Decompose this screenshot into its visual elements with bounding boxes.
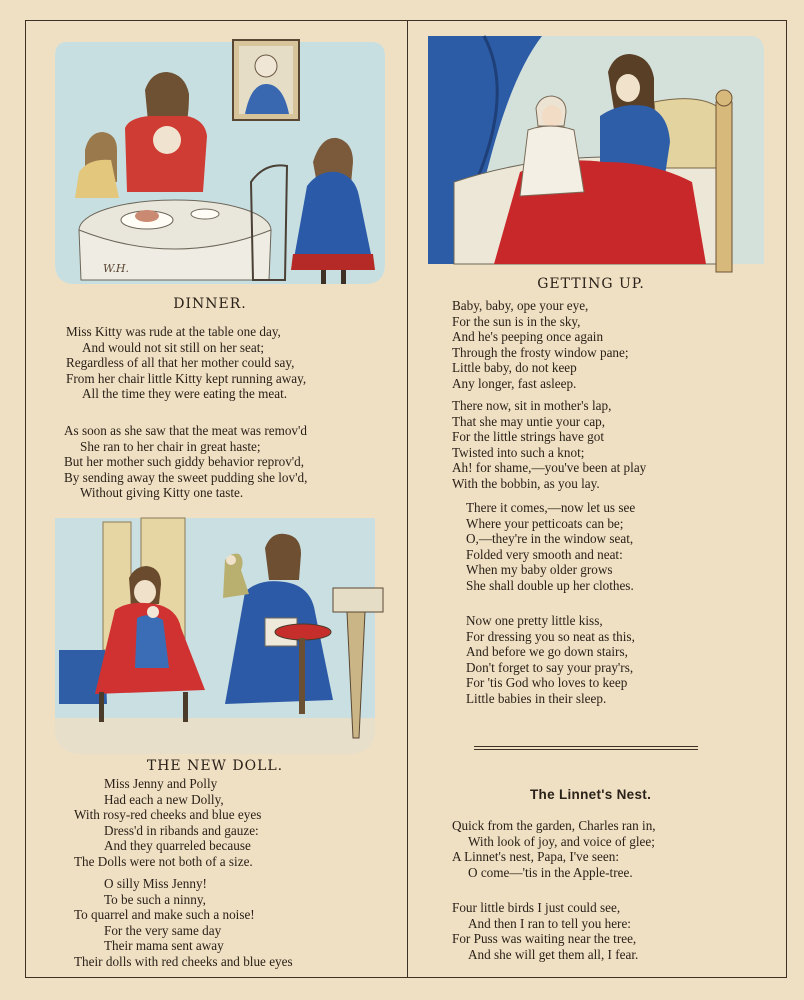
getting-up-poem-stanza4 [466, 613, 635, 707]
poem-line: Had each a new Dolly, [104, 791, 224, 807]
poem-line: Little babies in their sleep. [466, 690, 607, 706]
new-doll-title: THE NEW DOLL. [146, 758, 284, 774]
poem-line: To quarrel and make such a noise! [74, 907, 255, 923]
poem-line: Miss Kitty was rude at the table one day, [66, 324, 281, 339]
getting-up-poem-stanza3 [466, 500, 635, 594]
poem-line: Where your petticoats can be; [466, 515, 624, 531]
new-doll-poem-stanza2 [74, 876, 293, 970]
poem-line: That she may untie your cap, [452, 413, 606, 429]
poem-line: O,—they're in the window seat, [466, 531, 634, 547]
poem-line: Now one pretty little kiss, [466, 613, 603, 628]
poem-line: Miss Jenny and Polly [104, 776, 218, 791]
poem-line: Don't forget to say your pray'rs, [466, 659, 634, 675]
dinner-illustration [55, 32, 385, 288]
poem-line: Baby, baby, ope your eye, [452, 298, 589, 313]
poem-line: For dressing you so neat as this, [466, 628, 635, 644]
poem-line: And she will get them all, I fear. [468, 946, 639, 962]
poem-line: With the bobbin, as you lay. [452, 475, 600, 491]
poem-line: The Dolls were not both of a size. [74, 853, 253, 869]
getting-up-title: GETTING UP. [537, 276, 645, 292]
getting-up-illustration [424, 32, 764, 276]
poem-line: Their mama sent away [104, 938, 224, 954]
poem-line: But her mother such giddy behavior reprov'd, [64, 454, 305, 470]
poem-line: Folded very smooth and neat: [466, 546, 623, 562]
poem-line: Through the frosty window pane; [452, 344, 629, 360]
poem-line: And he's peeping once again [452, 329, 604, 345]
new-doll-illustration [45, 508, 385, 758]
poem-line: With rosy-red cheeks and blue eyes [74, 807, 262, 823]
dinner-poem [66, 324, 306, 402]
poem-line: For 'tis God who loves to keep [466, 675, 628, 691]
poem-line: Four little birds I just could see, [452, 900, 621, 915]
poem-line: As soon as she saw that the meat was remov'd [64, 423, 307, 438]
artist-signature: W.H. [103, 262, 129, 275]
poem-line: A Linnet's nest, Papa, I've seen: [452, 849, 619, 865]
poem-line: There now, sit in mother's lap, [452, 398, 612, 413]
section-rule [474, 746, 698, 750]
poem-line: She ran to her chair in great haste; [80, 438, 261, 454]
getting-up-poem-stanza2 [452, 398, 646, 492]
dinner-poem-stanza2 [64, 423, 307, 501]
dinner-title: DINNER. [173, 296, 247, 312]
poem-line: Their dolls with red cheeks and blue eyes [74, 953, 293, 969]
poem-line: For the sun is in the sky, [452, 313, 581, 329]
poem-line: Ah! for shame,—you've been at play [452, 460, 647, 476]
poem-line: There it comes,—now let us see [466, 500, 636, 515]
poem-line: Any longer, fast asleep. [452, 375, 577, 391]
linnet-poem-stanza2 [452, 900, 638, 962]
poem-line: For the little strings have got [452, 429, 605, 445]
poem-line: And then I ran to tell you here: [468, 915, 631, 931]
poem-line: For Puss was waiting near the tree, [452, 931, 637, 947]
getting-up-poem [452, 298, 629, 392]
poem-line: And they quarreled because [104, 838, 251, 854]
column-divider [407, 20, 408, 978]
poem-line: By sending away the sweet pudding she lov'd, [64, 469, 308, 485]
linnet-title: The Linnet's Nest. [530, 787, 652, 802]
poem-line: Dress'd in ribands and gauze: [104, 822, 259, 838]
poem-line: Little baby, do not keep [452, 360, 577, 376]
poem-line: And would not sit still on her seat; [82, 339, 265, 355]
new-doll-poem [74, 776, 261, 870]
poem-line: To be such a ninny, [104, 891, 206, 907]
poem-line: From her chair little Kitty kept running away, [66, 370, 307, 386]
poem-line: Quick from the garden, Charles ran in, [452, 818, 656, 833]
poem-line: With look of joy, and voice of glee; [468, 833, 655, 849]
poem-line: O come—'tis in the Apple-tree. [468, 864, 633, 880]
poem-line: Regardless of all that her mother could say, [66, 355, 295, 371]
poem-line: She shall double up her clothes. [466, 577, 634, 593]
poem-line: When my baby older grows [466, 562, 613, 578]
poem-line: All the time they were eating the meat. [82, 386, 288, 402]
poem-line: For the very same day [104, 922, 222, 938]
linnet-poem [452, 818, 656, 880]
poem-line: And before we go down stairs, [466, 644, 628, 660]
poem-line: O silly Miss Jenny! [104, 876, 207, 891]
poem-line: Without giving Kitty one taste. [80, 485, 244, 501]
poem-line: Twisted into such a knot; [452, 444, 585, 460]
